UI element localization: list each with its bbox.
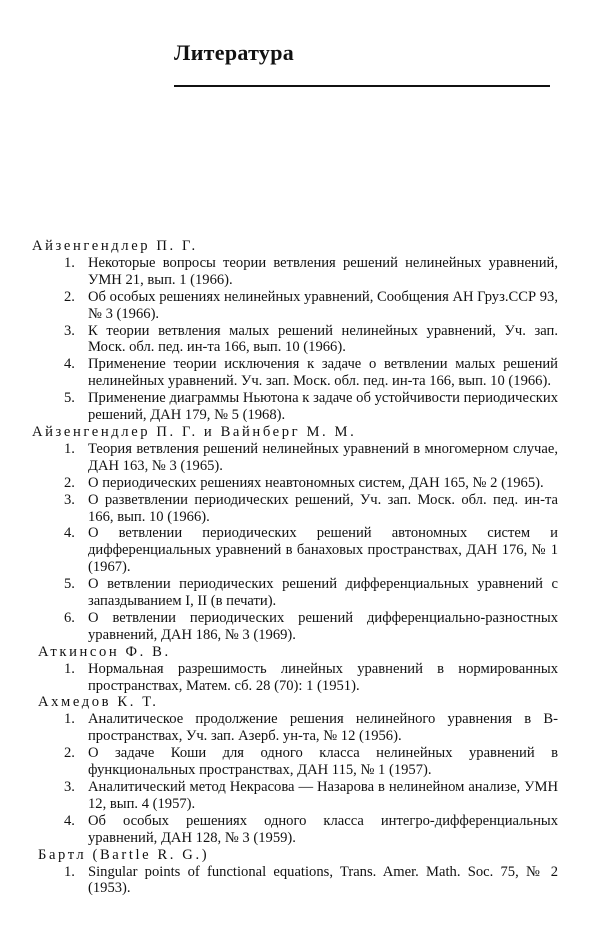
reference-entry [32, 441, 558, 475]
reference-entry [32, 779, 558, 813]
entry-number: 1. [64, 660, 75, 677]
entry-number: 5. [64, 390, 75, 407]
reference-list [32, 238, 558, 897]
entry-text: О задаче Коши для одного класса нелинейных уравнений в функциональных пространствах, ДАН 115, № 1 (1957). [88, 745, 558, 779]
reference-entry [32, 323, 558, 357]
entry-number: 3. [64, 779, 75, 795]
reference-entry [32, 525, 558, 576]
author-block [32, 424, 558, 644]
title-rule [174, 85, 550, 87]
entry-text: Применение теории исключения к задаче о ветвлении малых решений нелинейных уравнений. Уч. зап. Моск. обл. пед. ин-та 166, вып. 10 (1966). [88, 356, 558, 390]
entry-text: Singular points of functional equations, Trans. Amer. Math. Soc. 75, № 2 (1953). [88, 863, 558, 897]
entry-number: 4. [64, 812, 75, 829]
entry-text: Аналитический метод Некрасова — Назарова в нелинейном анализе, УМН 12, вып. 4 (1957). [88, 779, 558, 812]
entry-number: 2. [64, 288, 75, 305]
entry-number: 6. [64, 609, 75, 626]
entry-number: 4. [64, 525, 75, 542]
reference-entry [32, 576, 558, 610]
author-block [32, 238, 558, 424]
entry-number: 1. [64, 711, 75, 728]
reference-entry [32, 745, 558, 779]
reference-entry [32, 255, 558, 289]
entry-number: 2. [64, 745, 75, 762]
page-title: Литература [174, 40, 295, 65]
entry-text: Применение диаграммы Ньютона к задаче об устойчивости периодических решений, ДАН 179, № 5 (1968). [88, 390, 558, 424]
reference-entry [32, 864, 558, 898]
author-name: Айзенгендлер П. Г. и Вайнберг М. М. [32, 423, 357, 440]
author-block [32, 694, 558, 846]
reference-entry [32, 492, 558, 526]
entry-text: Некоторые вопросы теории ветвления решений нелинейных уравнений, УМН 21, вып. 1 (1966). [88, 254, 558, 288]
entry-number: 2. [64, 474, 75, 491]
entry-text: О ветвлении периодических решений дифференциально-разностных уравнений, ДАН 186, № 3 (1969). [88, 609, 558, 643]
entry-number: 5. [64, 576, 75, 593]
reference-entry [32, 356, 558, 390]
reference-entry [32, 289, 558, 323]
reference-entry [32, 813, 558, 847]
author-name: Ахмедов К. Т. [38, 694, 159, 711]
entry-text: Об особых решениях нелинейных уравнений, Сообщения АН Груз.ССР 93, № 3 (1966). [88, 288, 558, 322]
reference-entry [32, 661, 558, 695]
entry-text: О ветвлении периодических решений дифференциальных уравнений с запаздыванием I, II (в печати). [88, 576, 558, 610]
reference-entry [32, 390, 558, 424]
entry-text: Аналитическое продолжение решения нелинейного уравнения в B-пространствах, Уч. зап. Азерб. ун-та, № 12 (1956). [88, 711, 558, 745]
entry-text: О ветвлении периодических решений автономных систем и дифференциальных уравнений в банаховых пространствах, ДАН 176, № 1 (1967). [88, 525, 558, 576]
entry-number: 1. [64, 440, 75, 457]
reference-entry [32, 711, 558, 745]
entry-text: О разветвлении периодических решений, Уч. зап. Моск. обл. пед. ин-та 166, вып. 10 (1966). [88, 491, 558, 525]
entry-text: О периодических решениях неавтономных систем, ДАН 165, № 2 (1965). [88, 474, 544, 491]
author-name: Аткинсон Ф. В. [38, 643, 171, 660]
entry-text: Теория ветвления решений нелинейных уравнений в многомерном случае, ДАН 163, № 3 (1965). [88, 440, 558, 474]
entry-text: Об особых решениях одного класса интегро-дифференциальных уравнений, ДАН 128, № 3 (1959). [88, 812, 558, 846]
entry-number: 4. [64, 356, 75, 373]
entry-number: 1. [64, 254, 75, 271]
entry-text: К теории ветвления малых решений нелинейных уравнений, Уч. зап. Моск. обл. пед. ин-та 166, вып. 10 (1966). [88, 322, 558, 356]
reference-entry [32, 475, 558, 492]
reference-entry [32, 610, 558, 644]
author-block [32, 847, 558, 898]
author-name: Бартл (Bartle R. G.) [38, 846, 210, 863]
entry-number: 3. [64, 491, 75, 508]
entry-number: 1. [64, 863, 75, 880]
author-name: Айзенгендлер П. Г. [32, 238, 198, 254]
entry-text: Нормальная разрешимость линейных уравнений в нормированных пространствах, Матем. сб. 28 (70): 1 (1951). [88, 660, 558, 694]
author-block [32, 644, 558, 695]
entry-number: 3. [64, 322, 75, 339]
